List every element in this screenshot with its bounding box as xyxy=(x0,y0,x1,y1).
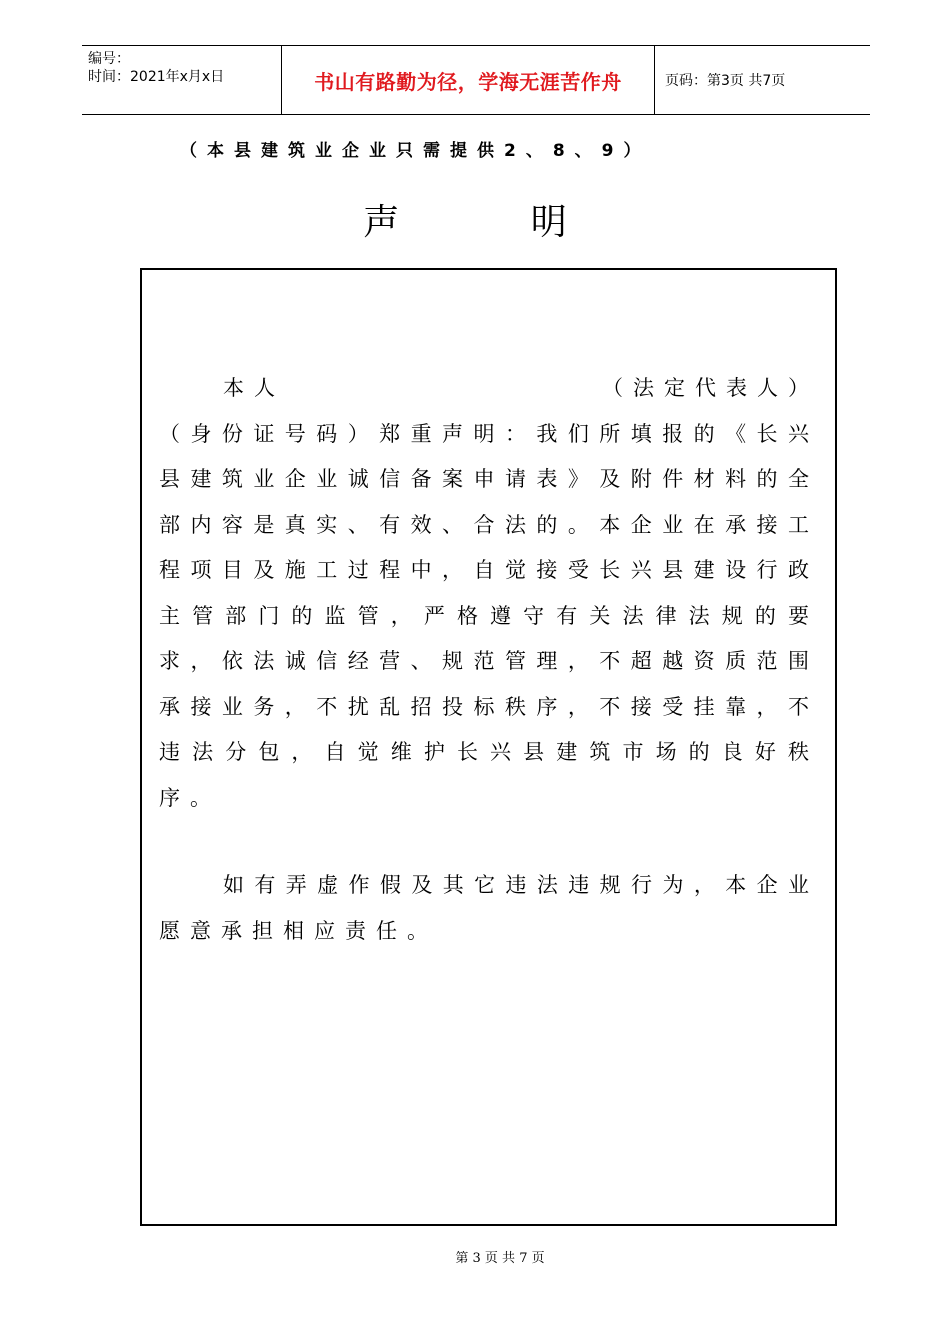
document-header xyxy=(82,45,870,115)
header-page-cell xyxy=(655,46,870,114)
statement-paragraph-1 xyxy=(159,366,819,821)
rep-prefix: 本人 xyxy=(223,376,285,400)
serial-number-label: 编号： xyxy=(88,51,130,67)
page-footer: 第 3 页 共 7 页 xyxy=(455,1251,545,1266)
page-title: 声 明 xyxy=(363,202,627,243)
motto-text: 书山有路勤为径，学海无涯苦作舟 xyxy=(314,69,622,94)
header-meta-cell xyxy=(82,46,282,114)
rep-suffix: （法定代表人） xyxy=(602,376,819,400)
statement-box xyxy=(140,268,837,1226)
statement-body: （身份证号码）郑重声明：我们所填报的《长兴县建筑业企业诚信备案申请表》及附件材料的全部内容是真实、有效、合法的。本企业在承接工程项目及施工过程中，自觉接受长兴县建设行政主管部门的监管，严格遵守有关法律法规的要求，依法诚信经营、规范管理，不超越资质范围承接业务，不扰乱招投标秩序，不接受挂靠，不违法分包，自觉维护长兴县建筑市场的良好秩序。 xyxy=(159,421,819,810)
statement-paragraph-2: 如有弄虚作假及其它违法违规行为，本企业愿意承担相应责任。 xyxy=(159,873,819,943)
legal-representative-row xyxy=(159,366,819,412)
time-label: 时间：2021年x月x日 xyxy=(88,69,225,85)
page-number-label: 页码：第3页 共7页 xyxy=(665,73,786,89)
submission-note: （本县建筑业企业只需提供2、8、9） xyxy=(180,141,651,161)
header-motto-cell xyxy=(282,46,655,114)
